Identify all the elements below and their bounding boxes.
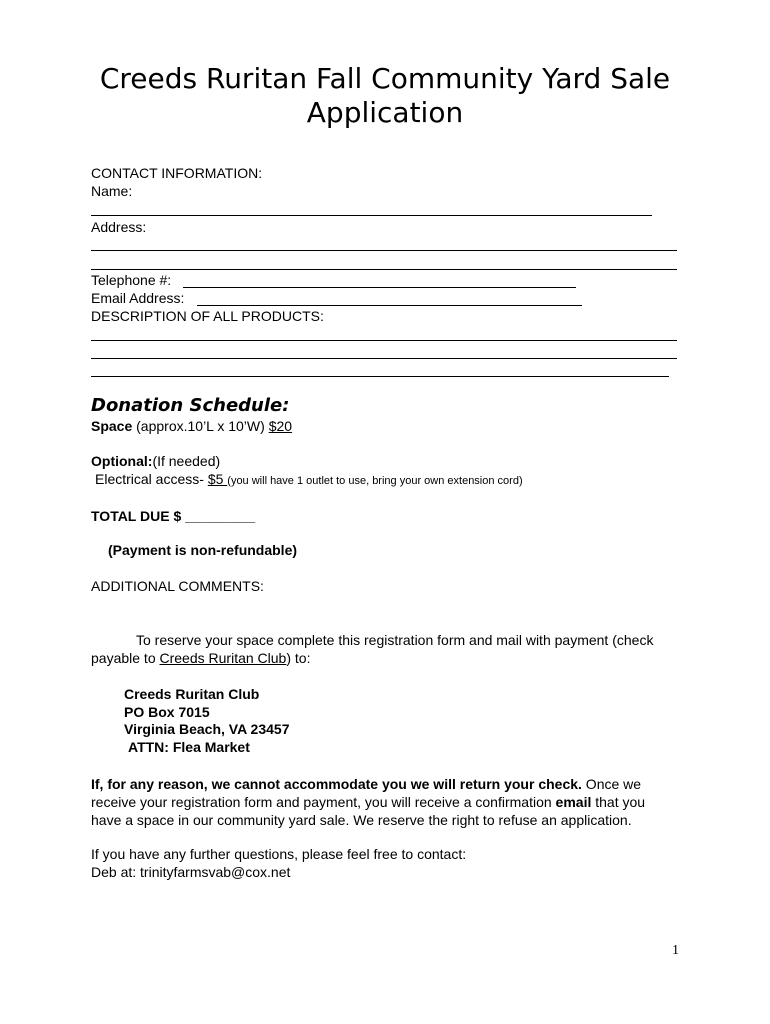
telephone-field-line[interactable] bbox=[183, 287, 576, 288]
comments-label: ADDITIONAL COMMENTS: bbox=[91, 578, 264, 594]
optional-label: Optional: bbox=[91, 453, 153, 469]
payee-name: Creeds Ruritan Club bbox=[159, 650, 287, 666]
address-field-line-1[interactable] bbox=[91, 250, 677, 251]
space-price: $20 bbox=[268, 418, 293, 434]
space-label: Space bbox=[91, 418, 133, 434]
electrical-price: $5 bbox=[207, 471, 228, 487]
address-line-1: Creeds Ruritan Club bbox=[124, 686, 260, 702]
products-label: DESCRIPTION OF ALL PRODUCTS: bbox=[91, 308, 324, 324]
questions-line: If you have any further questions, please feel free to contact: bbox=[91, 846, 467, 862]
address-label: Address: bbox=[91, 219, 147, 235]
telephone-label: Telephone #: bbox=[91, 272, 172, 288]
space-fee-row bbox=[91, 418, 292, 434]
email-word: email bbox=[555, 794, 592, 810]
form-title-line2: Application bbox=[306, 96, 464, 129]
email-label: Email Address: bbox=[91, 290, 185, 306]
name-label: Name: bbox=[91, 183, 133, 199]
refund-note: (Payment is non-refundable) bbox=[108, 542, 298, 558]
name-field-line[interactable] bbox=[91, 215, 652, 216]
products-field-line-3[interactable] bbox=[91, 376, 669, 377]
electrical-note: (you will have 1 outlet to use, bring your own extension cord) bbox=[227, 475, 523, 487]
contact-heading: CONTACT INFORMATION: bbox=[91, 165, 263, 181]
total-due: TOTAL DUE $ _________ bbox=[91, 508, 256, 524]
instructions-text-after: ) to: bbox=[286, 650, 311, 666]
form-title-line1: Creeds Ruritan Fall Community Yard Sale bbox=[99, 62, 671, 95]
address-field-line-2[interactable] bbox=[91, 269, 677, 270]
contact-line: Deb at: trinityfarmsvab@cox.net bbox=[91, 864, 291, 880]
instructions-paragraph bbox=[91, 631, 671, 667]
donation-heading: Donation Schedule: bbox=[91, 395, 290, 416]
page-number: 1 bbox=[672, 943, 679, 958]
optional-row bbox=[91, 453, 220, 469]
optional-desc: (If needed) bbox=[152, 453, 221, 469]
email-field-line[interactable] bbox=[197, 305, 582, 306]
closing-paragraph bbox=[91, 775, 671, 829]
address-line-4: ATTN: Flea Market bbox=[128, 739, 250, 755]
electrical-row bbox=[95, 471, 523, 487]
return-check-sentence: If, for any reason, we cannot accommodate you we will return your check. bbox=[91, 776, 582, 792]
closing-text-1: Once we receive your registration form and payment, you will receive a confirmation bbox=[91, 776, 642, 810]
address-line-3: Virginia Beach, VA 23457 bbox=[124, 721, 290, 737]
address-line-2: PO Box 7015 bbox=[124, 704, 210, 720]
electrical-label: Electrical access- bbox=[95, 471, 208, 487]
closing-text-2: that you have a space in our community yard sale. We reserve the right to refuse an application. bbox=[91, 794, 646, 828]
products-field-line-2[interactable] bbox=[91, 358, 677, 359]
space-desc: (approx.10’L x 10’W) bbox=[132, 418, 269, 434]
instructions-text-before: To reserve your space complete this registration form and mail with payment (check payable to bbox=[91, 632, 654, 666]
products-field-line-1[interactable] bbox=[91, 340, 677, 341]
